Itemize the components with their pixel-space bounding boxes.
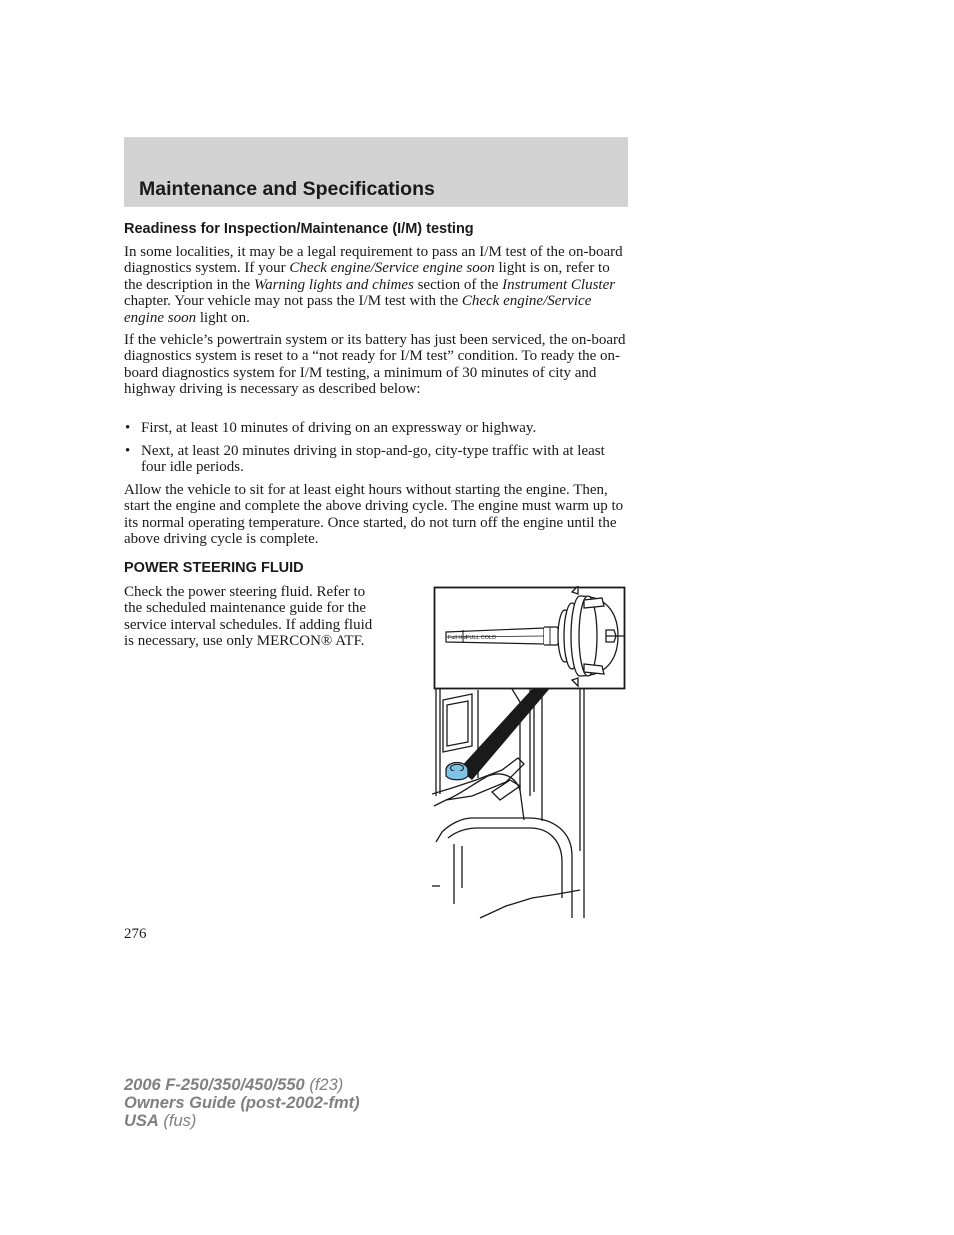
bullet-text: First, at least 10 minutes of driving on an expressway or highway. — [141, 420, 537, 436]
bullet-dot: • — [125, 420, 131, 436]
im-testing-heading: Readiness for Inspection/Maintenance (I/M) testing — [124, 221, 474, 237]
power-steering-heading: POWER STEERING FLUID — [124, 560, 304, 576]
im-testing-paragraph-1: In some localities, it may be a legal requirement to pass an I/M test of the on-board diagnostics system. If your Check engine/Service engine soon light is on, refer to the description in the Warning lights and chimes section of the Instrument Cluster chapter. Your vehicle may not pass the I/M test with the Check engine/Service engine soon light on. — [124, 244, 623, 326]
im-testing-paragraph-2: If the vehicle’s powertrain system or its battery has just been serviced, the on-board diagnostics system is reset to a “not ready for I/M test” condition. To ready the on-board diagnostics system for I/M testing, a minimum of 30 minutes of city and highway driving is necessary as described below: — [124, 332, 626, 398]
document-footer: 2006 F-250/350/450/550 (f23) Owners Guide (post-2002-fmt) USA (fus) — [124, 1076, 360, 1130]
bullet-text: Next, at least 20 minutes driving in stop-and-go, city-type traffic with at least four idle periods. — [141, 443, 605, 476]
power-steering-paragraph: Check the power steering fluid. Refer to the scheduled maintenance guide for the service interval schedules. If adding fluid is necessary, use only MERCON® ATF. — [124, 584, 373, 650]
im-testing-paragraph-3: Allow the vehicle to sit for at least eight hours without starting the engine. Then, start the engine and complete the above driving cycle. The engine must warm up to its normal operating temperature. Once started, do not turn off the engine until the above driving cycle is complete. — [124, 482, 624, 548]
page-number: 276 — [124, 926, 147, 942]
power-steering-reservoir-illustration — [432, 586, 628, 920]
section-title: Maintenance and Specifications — [139, 178, 435, 200]
dipstick-label-full-cold: FULL COLD — [466, 635, 497, 641]
dipstick-label-full-hot: Full Hot — [448, 635, 467, 641]
bullet-dot: • — [125, 443, 131, 459]
